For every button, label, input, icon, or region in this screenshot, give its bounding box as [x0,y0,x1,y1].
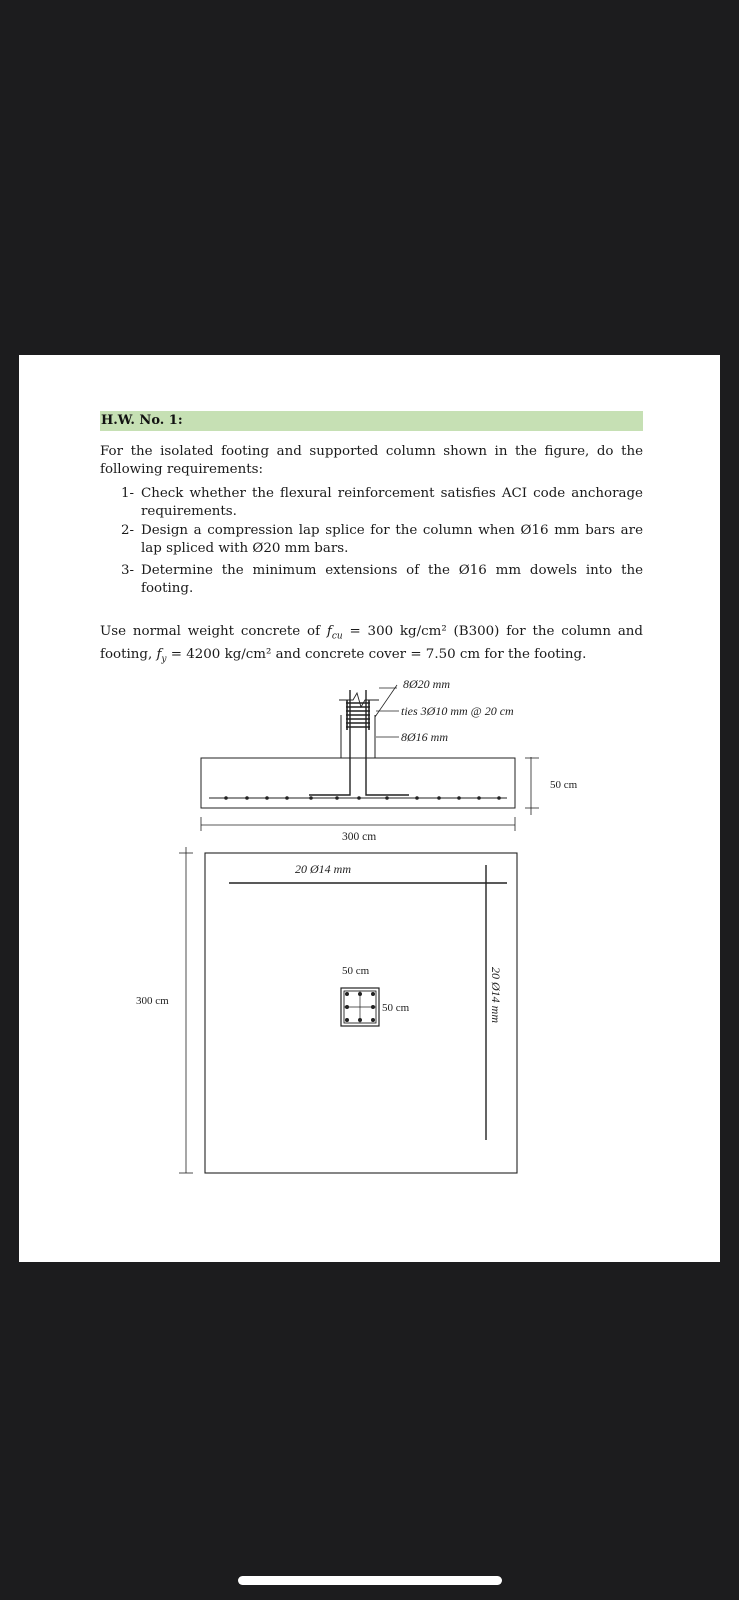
requirement-number: 3- [121,563,135,578]
home-indicator[interactable] [238,1576,502,1585]
bar-dot [245,796,249,800]
bar-dot [357,796,361,800]
column-bar-dot [358,1018,362,1022]
bar-dot [457,796,461,800]
bar-dot [285,796,289,800]
label-ties: ties 3Ø10 mm @ 20 cm [401,704,514,718]
bar-dot [497,796,501,800]
fy-subscript: y [161,654,167,665]
label-dowels: 8Ø16 mm [401,730,448,744]
bar-dot [335,796,339,800]
materials-text: Use normal weight concrete of [100,624,327,639]
materials-text: = 4200 kg/cm² and concrete cover = 7.50 cm for the footing. [166,646,587,662]
column-bar-dot [371,992,375,996]
bar-dot [309,796,313,800]
column-bar-dot [345,1018,349,1022]
leader-line [375,685,397,717]
bar-dot [477,796,481,800]
requirement-line-2: footing. [141,581,194,596]
bar-dot [385,796,389,800]
materials-text: = 300 kg/cm² (B300) for the column and [342,624,643,639]
label-column-width: 50 cm [342,965,370,977]
column-bar-dot [345,992,349,996]
column-bar-dot [371,1005,375,1009]
fcu-subscript: cu [331,631,343,642]
fy-symbol: f [156,646,162,662]
label-side-bars: 20 Ø14 mm [489,967,503,1023]
column-bar-dot [371,1018,375,1022]
fcu-symbol: f [326,624,332,639]
footing-figure [19,355,720,1262]
column-bar-dot [358,992,362,996]
label-column-bars: 8Ø20 mm [403,677,450,691]
requirement-line-1: Check whether the flexural reinforcement satisfies ACI code anchorage [141,486,643,501]
homework-title: H.W. No. 1: [101,413,183,428]
requirement-line-1: Determine the minimum extensions of the Ø16 mm dowels into the [141,563,643,578]
label-column-depth: 50 cm [382,1002,410,1014]
bar-dot [224,796,228,800]
bar-dot [265,796,269,800]
document-page [19,355,720,1262]
column-bar-dot [345,1005,349,1009]
bar-dot [437,796,441,800]
requirement-line-1: Design a compression lap splice for the column when Ø16 mm bars are [141,523,643,538]
label-top-bars: 20 Ø14 mm [295,862,351,876]
materials-text: footing, [100,646,157,662]
footing-plan-outline [205,853,517,1173]
requirement-number: 1- [121,486,135,501]
intro-line-1: For the isolated footing and supported column shown in the figure, do the [100,444,643,459]
requirement-line-2: requirements. [141,504,237,519]
bar-dot [415,796,419,800]
label-footing-depth: 50 cm [550,779,578,791]
footing-section-outline [201,758,515,808]
requirement-number: 2- [121,523,135,538]
label-footing-width: 300 cm [342,831,377,843]
dowel-bar-left [309,690,350,795]
label-footing-length: 300 cm [136,995,169,1007]
requirement-line-2: lap spliced with Ø20 mm bars. [141,541,349,556]
column-break-line [339,693,379,707]
intro-line-2: following requirements: [100,462,263,477]
